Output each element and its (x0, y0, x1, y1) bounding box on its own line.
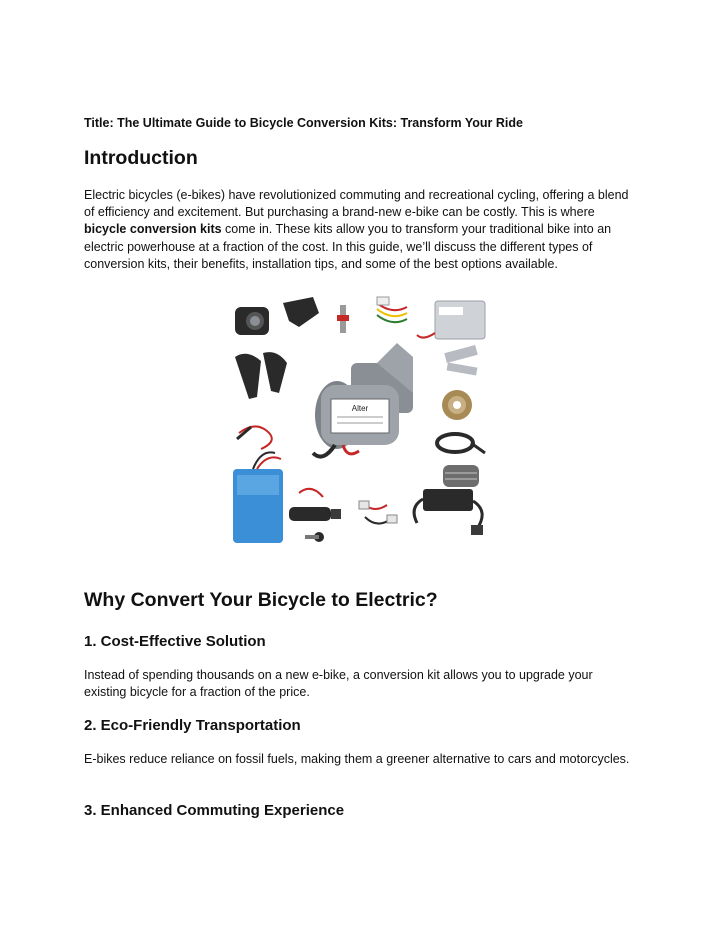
intro-text-end: come in. These kits allow you to transform your traditional bike into an electric powerhouse at a fraction of the cost. In this guide, we’ll discuss the different types of conversion kits, their benefits, installation tips, and some of the best options available. (84, 222, 612, 271)
controller-box-part (417, 301, 485, 339)
battery-part (233, 452, 283, 543)
introduction-heading: Introduction (84, 147, 198, 169)
sprocket-part (442, 390, 472, 420)
conversion-kit-image (227, 293, 493, 551)
sensor-cable-part (237, 426, 272, 449)
section-text-cost: Instead of spending thousands on a new e-bike, a conversion kit allows you to upgrade your existing bicycle for a fraction of the price. (84, 668, 593, 700)
cable-coil-part (437, 434, 485, 453)
brake-levers-part (235, 352, 287, 399)
section-text-eco: E-bikes reduce reliance on fossil fuels, making them a greener alternative to cars and motorcycles. (84, 752, 630, 766)
wiring-connector-part (377, 297, 407, 322)
lcd-display-part (235, 307, 269, 335)
section-heading-eco: 2. Eco-Friendly Transportation (84, 717, 301, 734)
introduction-paragraph (84, 187, 636, 273)
mounting-plate-part (444, 345, 477, 376)
intro-bold-term: bicycle conversion kits (84, 222, 222, 237)
section-heading-commuting: 3. Enhanced Commuting Experience (84, 802, 345, 819)
charger-part (414, 489, 483, 535)
sensor-bolt-part (337, 305, 349, 333)
motor-brand-label: Alter (351, 404, 369, 413)
section-heading-cost: 1. Cost-Effective Solution (84, 633, 266, 650)
chain-part (443, 465, 479, 487)
intro-text-start: Electric bicycles (e-bikes) have revolutionized commuting and recreational cycling, offering a blend of efficiency and excitement. But purchasing a brand-new e-bike can be costly. This is where (84, 188, 629, 220)
motor-part (313, 343, 413, 457)
throttle-grip-part (289, 489, 341, 542)
why-convert-heading: Why Convert Your Bicycle to Electric? (84, 589, 438, 611)
brake-sensor-wire-part (359, 501, 397, 524)
document-title: Title: The Ultimate Guide to Bicycle Conversion Kits: Transform Your Ride (84, 116, 523, 130)
mount-bracket-part (283, 297, 319, 327)
